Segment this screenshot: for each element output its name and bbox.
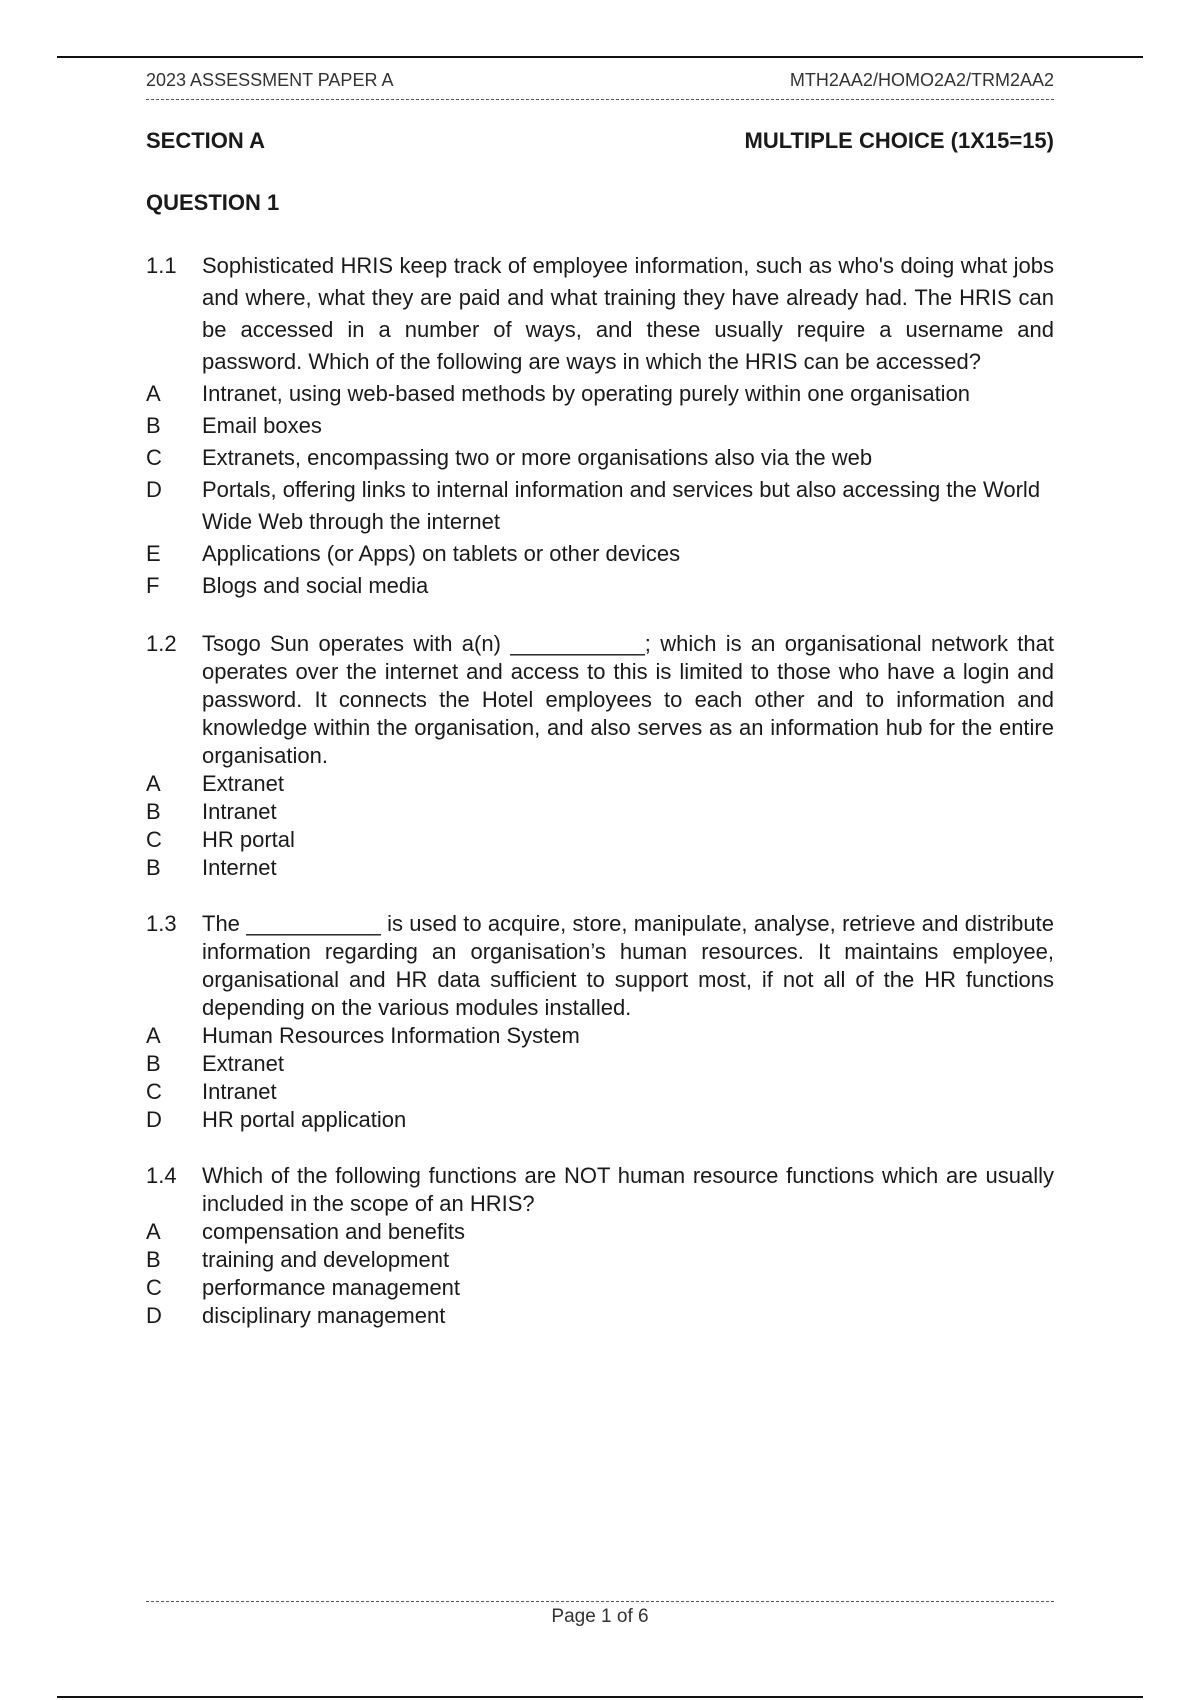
question-stem [146, 630, 1054, 770]
option [146, 538, 1054, 570]
option-letter: B [146, 1247, 161, 1272]
option [146, 770, 1054, 798]
option-text: Applications (or Apps) on tablets or other devices [202, 541, 681, 566]
option-text: Internet [202, 855, 277, 880]
option-text: Extranets, encompassing two or more organisations also via the web [202, 445, 873, 470]
question-1-3 [146, 910, 1054, 1134]
option [146, 378, 1054, 410]
question-number: 1.1 [146, 253, 177, 278]
option [146, 1078, 1054, 1106]
option [146, 1022, 1054, 1050]
option [146, 442, 1054, 474]
option-text: Intranet, using web-based methods by operating purely within one organisation [202, 381, 971, 406]
option-text: Portals, offering links to internal information and services but also accessing the World Wide Web through the internet [202, 477, 1041, 534]
option [146, 1246, 1054, 1274]
option [146, 570, 1054, 602]
option [146, 826, 1054, 854]
question-number: 1.3 [146, 911, 177, 936]
option-text: HR portal [202, 827, 295, 852]
option-letter: A [146, 1023, 161, 1048]
option-text: Intranet [202, 799, 277, 824]
option-letter: B [146, 799, 161, 824]
option [146, 854, 1054, 882]
option-text: Human Resources Information System [202, 1023, 580, 1048]
option-list [146, 1218, 1054, 1330]
question-stem [146, 1162, 1054, 1218]
option-letter: B [146, 413, 161, 438]
option-letter: C [146, 445, 162, 470]
section-marks: MULTIPLE CHOICE (1X15=15) [744, 128, 1054, 153]
option-text: performance management [202, 1275, 461, 1300]
bottom-rule [57, 1696, 1143, 1698]
question-text: Tsogo Sun operates with a(n) ___________; which is an organisational network that operates over the internet and access to this is limited to those who have a login and password. It connects the Hotel employees to each other and to information and knowledge within the organisation, and also serves as an information hub for the entire organisation. [202, 631, 1054, 768]
option [146, 1106, 1054, 1134]
option-letter: C [146, 827, 162, 852]
question-number: 1.2 [146, 631, 177, 656]
option-letter: E [146, 541, 161, 566]
option-text: Blogs and social media [202, 573, 429, 598]
question-text: Sophisticated HRIS keep track of employee information, such as who's doing what jobs and where, what they are paid and what training they have already had. The HRIS can be accessed in a number of ways, and these usually require a username and password. Which of the following are ways in which the HRIS can be accessed? [202, 253, 1054, 374]
option-text: Extranet [202, 1051, 284, 1076]
option-letter: D [146, 1107, 162, 1132]
option [146, 410, 1054, 442]
option-letter: D [146, 477, 162, 502]
question-stem [146, 910, 1054, 1022]
option-text: Email boxes [202, 413, 322, 438]
option-letter: A [146, 1219, 161, 1244]
option-list [146, 770, 1054, 882]
option [146, 1274, 1054, 1302]
header-paper-title: 2023 ASSESSMENT PAPER A [146, 70, 394, 90]
footer-divider [146, 1601, 1054, 1602]
question-1-1 [146, 250, 1054, 602]
option-letter: C [146, 1275, 162, 1300]
question-text: Which of the following functions are NOT human resource functions which are usually included in the scope of an HRIS? [202, 1163, 1054, 1216]
question-text: The ___________ is used to acquire, store, manipulate, analyse, retrieve and distribute information regarding an organisation’s human resources. It maintains employee, organisational and HR data sufficient to support most, if not all of the HR functions depending on the various modules installed. [202, 911, 1054, 1020]
option [146, 474, 1054, 538]
page-number: Page 1 of 6 [551, 1606, 649, 1627]
section-heading [146, 128, 1054, 154]
option-text: Extranet [202, 771, 284, 796]
option-list [146, 1022, 1054, 1134]
option-letter: B [146, 1051, 161, 1076]
option [146, 798, 1054, 826]
option [146, 1050, 1054, 1078]
section-title: SECTION A [146, 128, 265, 153]
page-content [146, 70, 1054, 1330]
question-title: QUESTION 1 [146, 190, 280, 215]
option-text: Intranet [202, 1079, 277, 1104]
question-1-4 [146, 1162, 1054, 1330]
option-list [146, 378, 1054, 602]
option-letter: B [146, 855, 161, 880]
question-number: 1.4 [146, 1163, 177, 1188]
option-letter: A [146, 381, 161, 406]
option-text: training and development [202, 1247, 450, 1272]
running-header [146, 70, 1054, 91]
question-1-2 [146, 630, 1054, 882]
option-letter: D [146, 1303, 162, 1328]
option-text: disciplinary management [202, 1303, 446, 1328]
option-letter: C [146, 1079, 162, 1104]
option [146, 1218, 1054, 1246]
option-letter: F [146, 573, 160, 598]
option-letter: A [146, 771, 161, 796]
top-rule [57, 56, 1143, 58]
question-stem [146, 250, 1054, 378]
option-text: HR portal application [202, 1107, 407, 1132]
option [146, 1302, 1054, 1330]
header-divider [146, 99, 1054, 100]
option-text: compensation and benefits [202, 1219, 465, 1244]
header-module-codes: MTH2AA2/HOMO2A2/TRM2AA2 [789, 70, 1054, 90]
